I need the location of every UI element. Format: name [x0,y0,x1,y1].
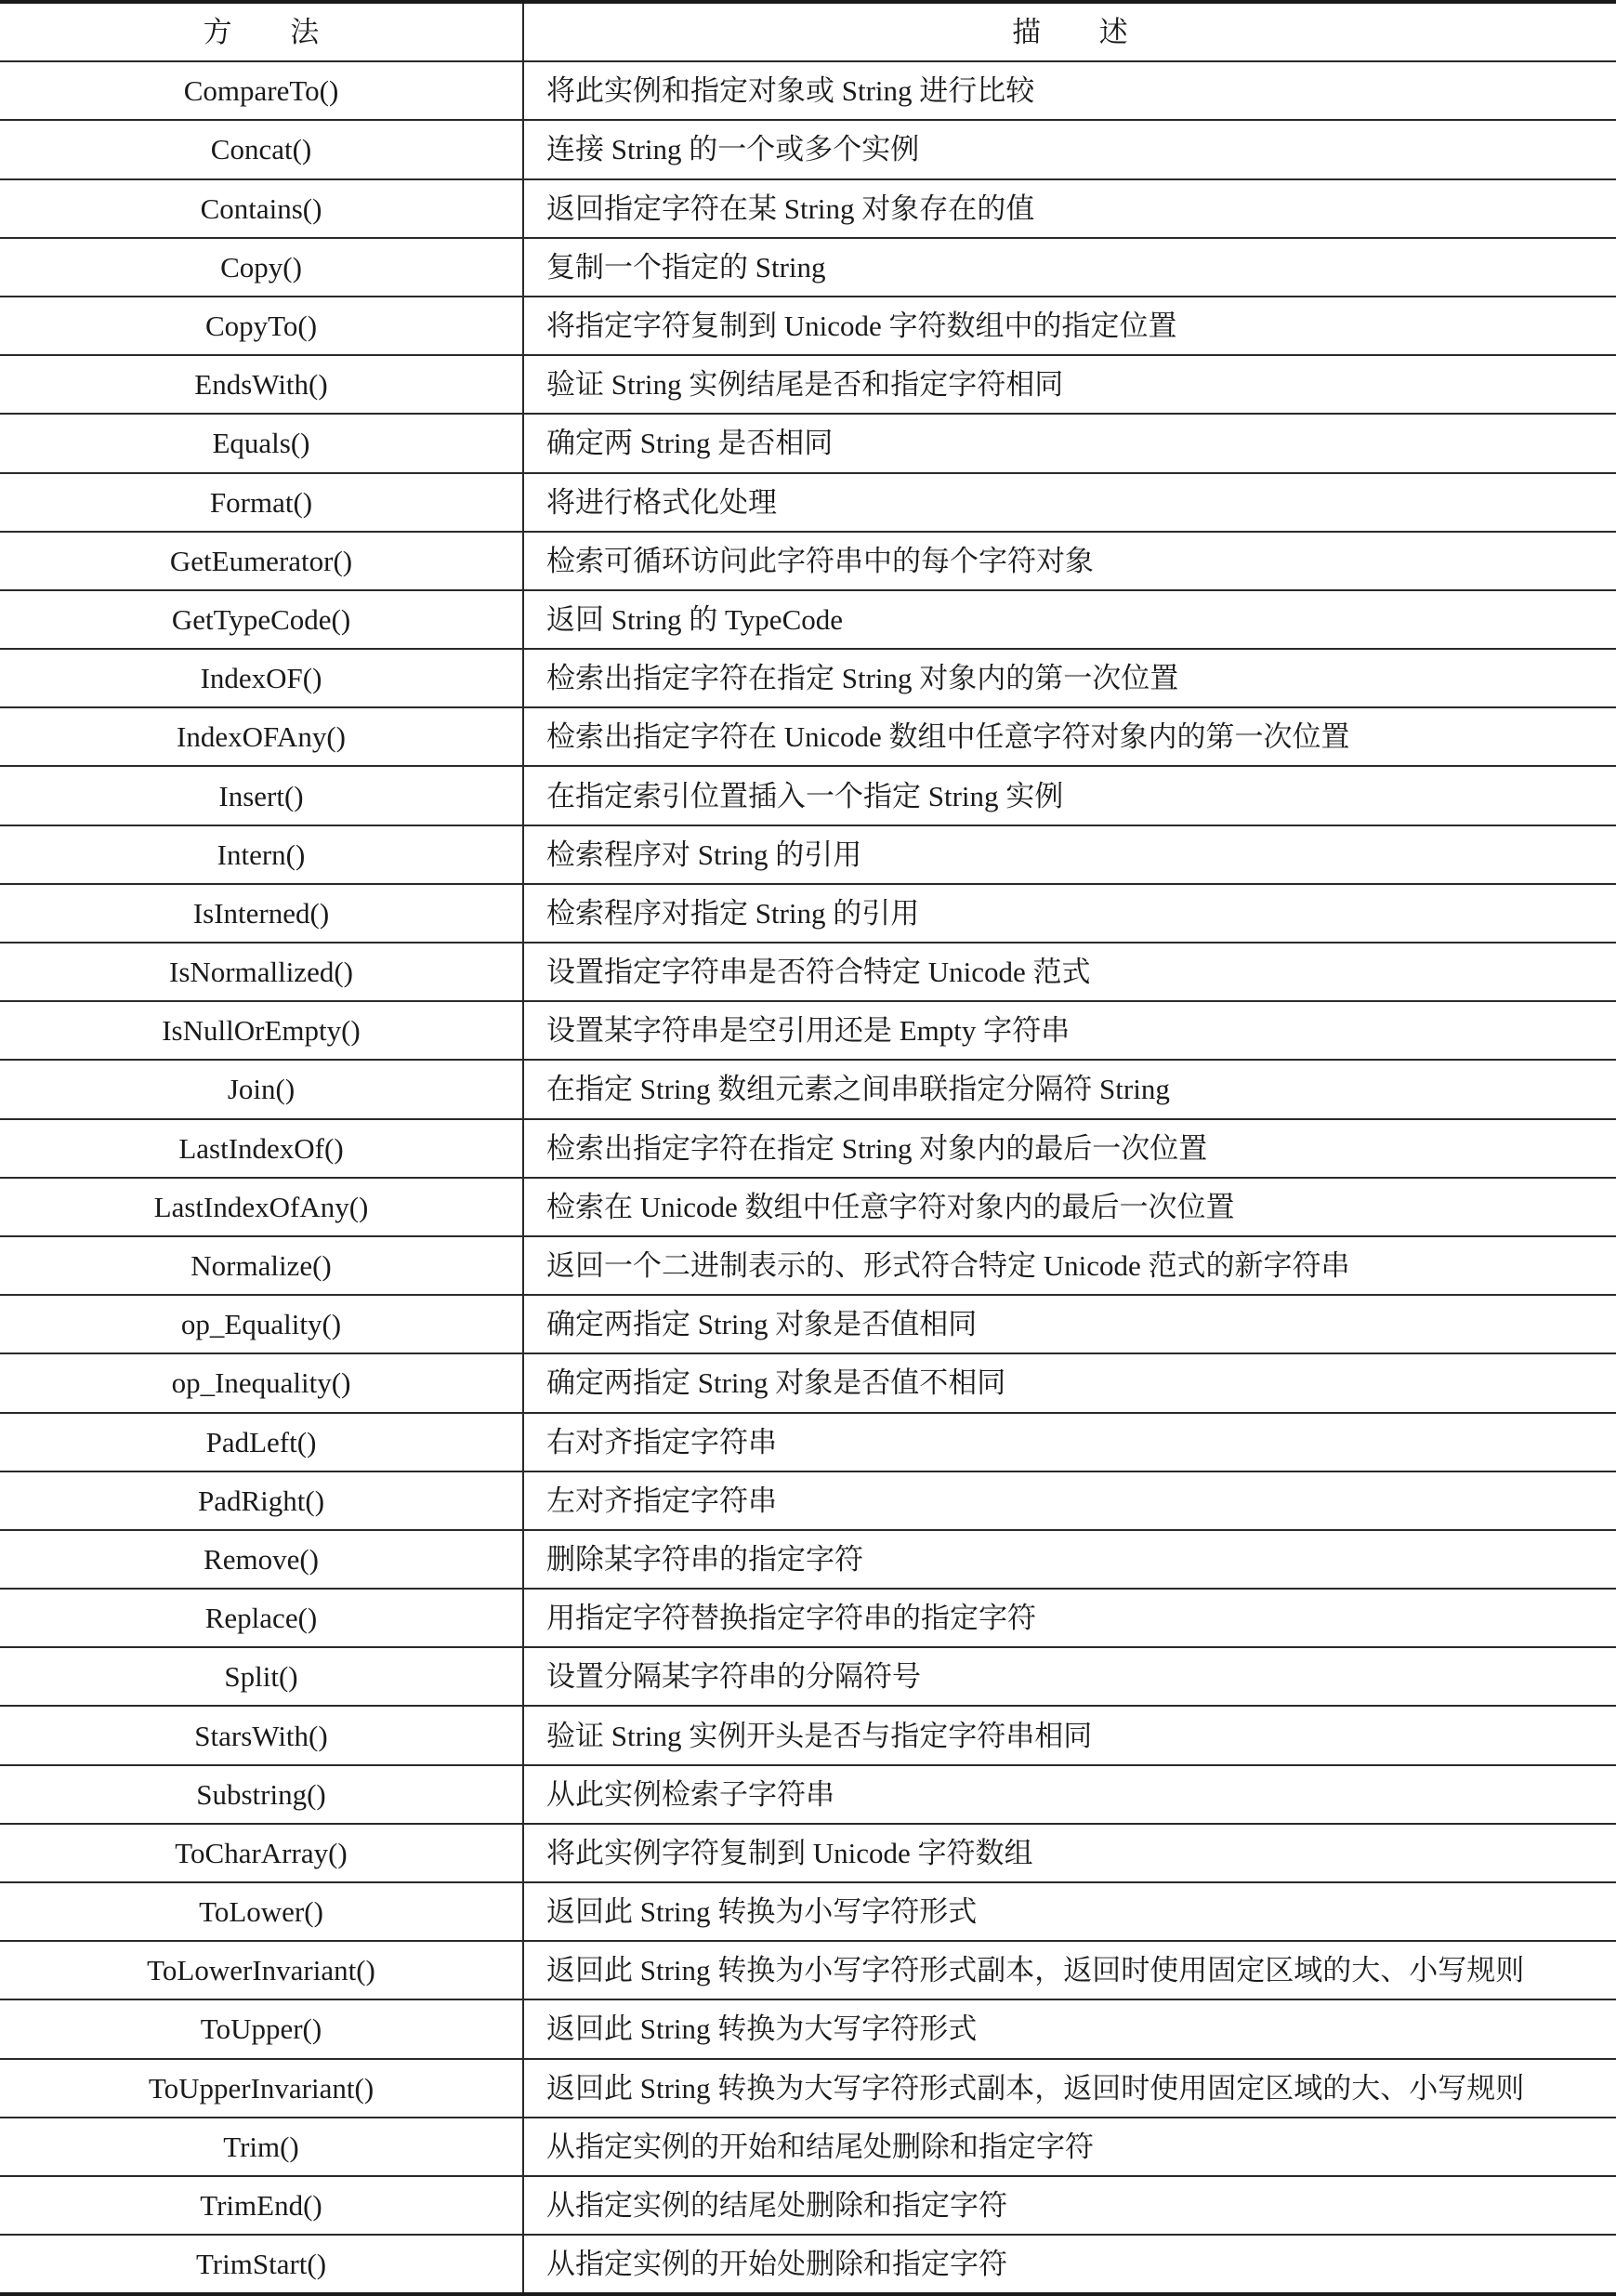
table-row [0,1295,1616,1353]
method-description: 设置某字符串是空引用还是 Empty 字符串 [523,1001,1616,1060]
method-name: Trim() [0,2118,523,2176]
header-description: 描 述 [523,2,1616,61]
table-header-row [0,2,1616,61]
method-description: 将此实例和指定对象或 String 进行比较 [523,61,1616,120]
method-description: 从此实例检索子字符串 [523,1765,1616,1824]
method-description: 返回 String 的 TypeCode [523,590,1616,649]
method-name: Normalize() [0,1236,523,1295]
method-name: Copy() [0,238,523,297]
method-name: Insert() [0,766,523,825]
method-name: PadLeft() [0,1413,523,1471]
table-row [0,1471,1616,1530]
table-row [0,884,1616,943]
method-description: 检索在 Unicode 数组中任意字符对象内的最后一次位置 [523,1178,1616,1236]
method-name: op_Inequality() [0,1353,523,1412]
table-row [0,1236,1616,1295]
method-name: ToUpperInvariant() [0,2059,523,2118]
method-name: IsInterned() [0,884,523,943]
table-row [0,1119,1616,1178]
method-name: CopyTo() [0,297,523,355]
method-name: Contains() [0,179,523,238]
table-row [0,473,1616,532]
table-row [0,1589,1616,1647]
method-description: 用指定字符替换指定字符串的指定字符 [523,1589,1616,1647]
method-description: 将进行格式化处理 [523,473,1616,532]
table-row [0,1647,1616,1706]
method-name: ToLower() [0,1882,523,1941]
method-name: Remove() [0,1530,523,1589]
table-row [0,766,1616,825]
table-row [0,238,1616,297]
method-name: op_Equality() [0,1295,523,1353]
table-row [0,1824,1616,1882]
table-row [0,1765,1616,1824]
method-name: Format() [0,473,523,532]
method-name: TrimEnd() [0,2176,523,2235]
method-description: 返回此 String 转换为小写字符形式副本，返回时使用固定区域的大、小写规则 [523,1941,1616,1999]
method-name: GetEumerator() [0,532,523,590]
method-name: CompareTo() [0,61,523,120]
table-row [0,1941,1616,1999]
table-row [0,1178,1616,1236]
header-method: 方 法 [0,2,523,61]
method-description: 检索出指定字符在 Unicode 数组中任意字符对象内的第一次位置 [523,707,1616,766]
method-name: ToUpper() [0,1999,523,2058]
method-name: TrimStart() [0,2235,523,2294]
method-description: 设置分隔某字符串的分隔符号 [523,1647,1616,1706]
table-row [0,1060,1616,1118]
method-description: 返回此 String 转换为大写字符形式副本，返回时使用固定区域的大、小写规则 [523,2059,1616,2118]
method-name: Substring() [0,1765,523,1824]
table-row [0,2235,1616,2294]
method-description: 验证 String 实例结尾是否和指定字符相同 [523,355,1616,414]
method-description: 确定两指定 String 对象是否值不相同 [523,1353,1616,1412]
method-name: StarsWith() [0,1706,523,1764]
table-row [0,2118,1616,2176]
method-description: 返回此 String 转换为大写字符形式 [523,1999,1616,2058]
method-name: LastIndexOfAny() [0,1178,523,1236]
method-name: LastIndexOf() [0,1119,523,1178]
method-name: IndexOFAny() [0,707,523,766]
method-description: 右对齐指定字符串 [523,1413,1616,1471]
table-row [0,590,1616,649]
method-description: 连接 String 的一个或多个实例 [523,120,1616,178]
table-row [0,943,1616,1001]
method-name: EndsWith() [0,355,523,414]
method-description: 复制一个指定的 String [523,238,1616,297]
method-name: Replace() [0,1589,523,1647]
table-row [0,1530,1616,1589]
table-row [0,532,1616,590]
method-name: Intern() [0,825,523,884]
method-description: 检索程序对指定 String 的引用 [523,884,1616,943]
method-name: Equals() [0,414,523,472]
table-row [0,1413,1616,1471]
method-description: 从指定实例的开始处删除和指定字符 [523,2235,1616,2294]
method-name: IsNullOrEmpty() [0,1001,523,1060]
method-name: GetTypeCode() [0,590,523,649]
method-description: 左对齐指定字符串 [523,1471,1616,1530]
method-description: 设置指定字符串是否符合特定 Unicode 范式 [523,943,1616,1001]
method-description: 确定两指定 String 对象是否值相同 [523,1295,1616,1353]
table-row [0,825,1616,884]
table-row [0,120,1616,178]
method-name: IndexOF() [0,649,523,707]
table-row [0,297,1616,355]
table-row [0,1353,1616,1412]
method-description: 返回指定字符在某 String 对象存在的值 [523,179,1616,238]
method-name: ToLowerInvariant() [0,1941,523,1999]
method-name: Join() [0,1060,523,1118]
method-description: 返回一个二进制表示的、形式符合特定 Unicode 范式的新字符串 [523,1236,1616,1295]
table-row [0,61,1616,120]
method-description: 在指定 String 数组元素之间串联指定分隔符 String [523,1060,1616,1118]
method-name: Concat() [0,120,523,178]
table-row [0,1999,1616,2058]
table-row [0,414,1616,472]
method-name: IsNormallized() [0,943,523,1001]
table-row [0,355,1616,414]
method-description: 删除某字符串的指定字符 [523,1530,1616,1589]
table-row [0,1706,1616,1764]
method-description: 将此实例字符复制到 Unicode 字符数组 [523,1824,1616,1882]
table-row [0,707,1616,766]
method-name: PadRight() [0,1471,523,1530]
method-description: 检索程序对 String 的引用 [523,825,1616,884]
table-row [0,2059,1616,2118]
method-description: 从指定实例的结尾处删除和指定字符 [523,2176,1616,2235]
method-description: 返回此 String 转换为小写字符形式 [523,1882,1616,1941]
method-name: ToCharArray() [0,1824,523,1882]
method-description: 确定两 String 是否相同 [523,414,1616,472]
method-description: 将指定字符复制到 Unicode 字符数组中的指定位置 [523,297,1616,355]
method-description: 在指定索引位置插入一个指定 String 实例 [523,766,1616,825]
method-description: 检索出指定字符在指定 String 对象内的第一次位置 [523,649,1616,707]
method-description: 检索出指定字符在指定 String 对象内的最后一次位置 [523,1119,1616,1178]
table-row [0,1001,1616,1060]
method-description: 从指定实例的开始和结尾处删除和指定字符 [523,2118,1616,2176]
table-row [0,1882,1616,1941]
method-description: 检索可循环访问此字符串中的每个字符对象 [523,532,1616,590]
table-row [0,649,1616,707]
method-name: Split() [0,1647,523,1706]
table-body [0,61,1616,2294]
method-description: 验证 String 实例开头是否与指定字符串相同 [523,1706,1616,1764]
table-row [0,179,1616,238]
